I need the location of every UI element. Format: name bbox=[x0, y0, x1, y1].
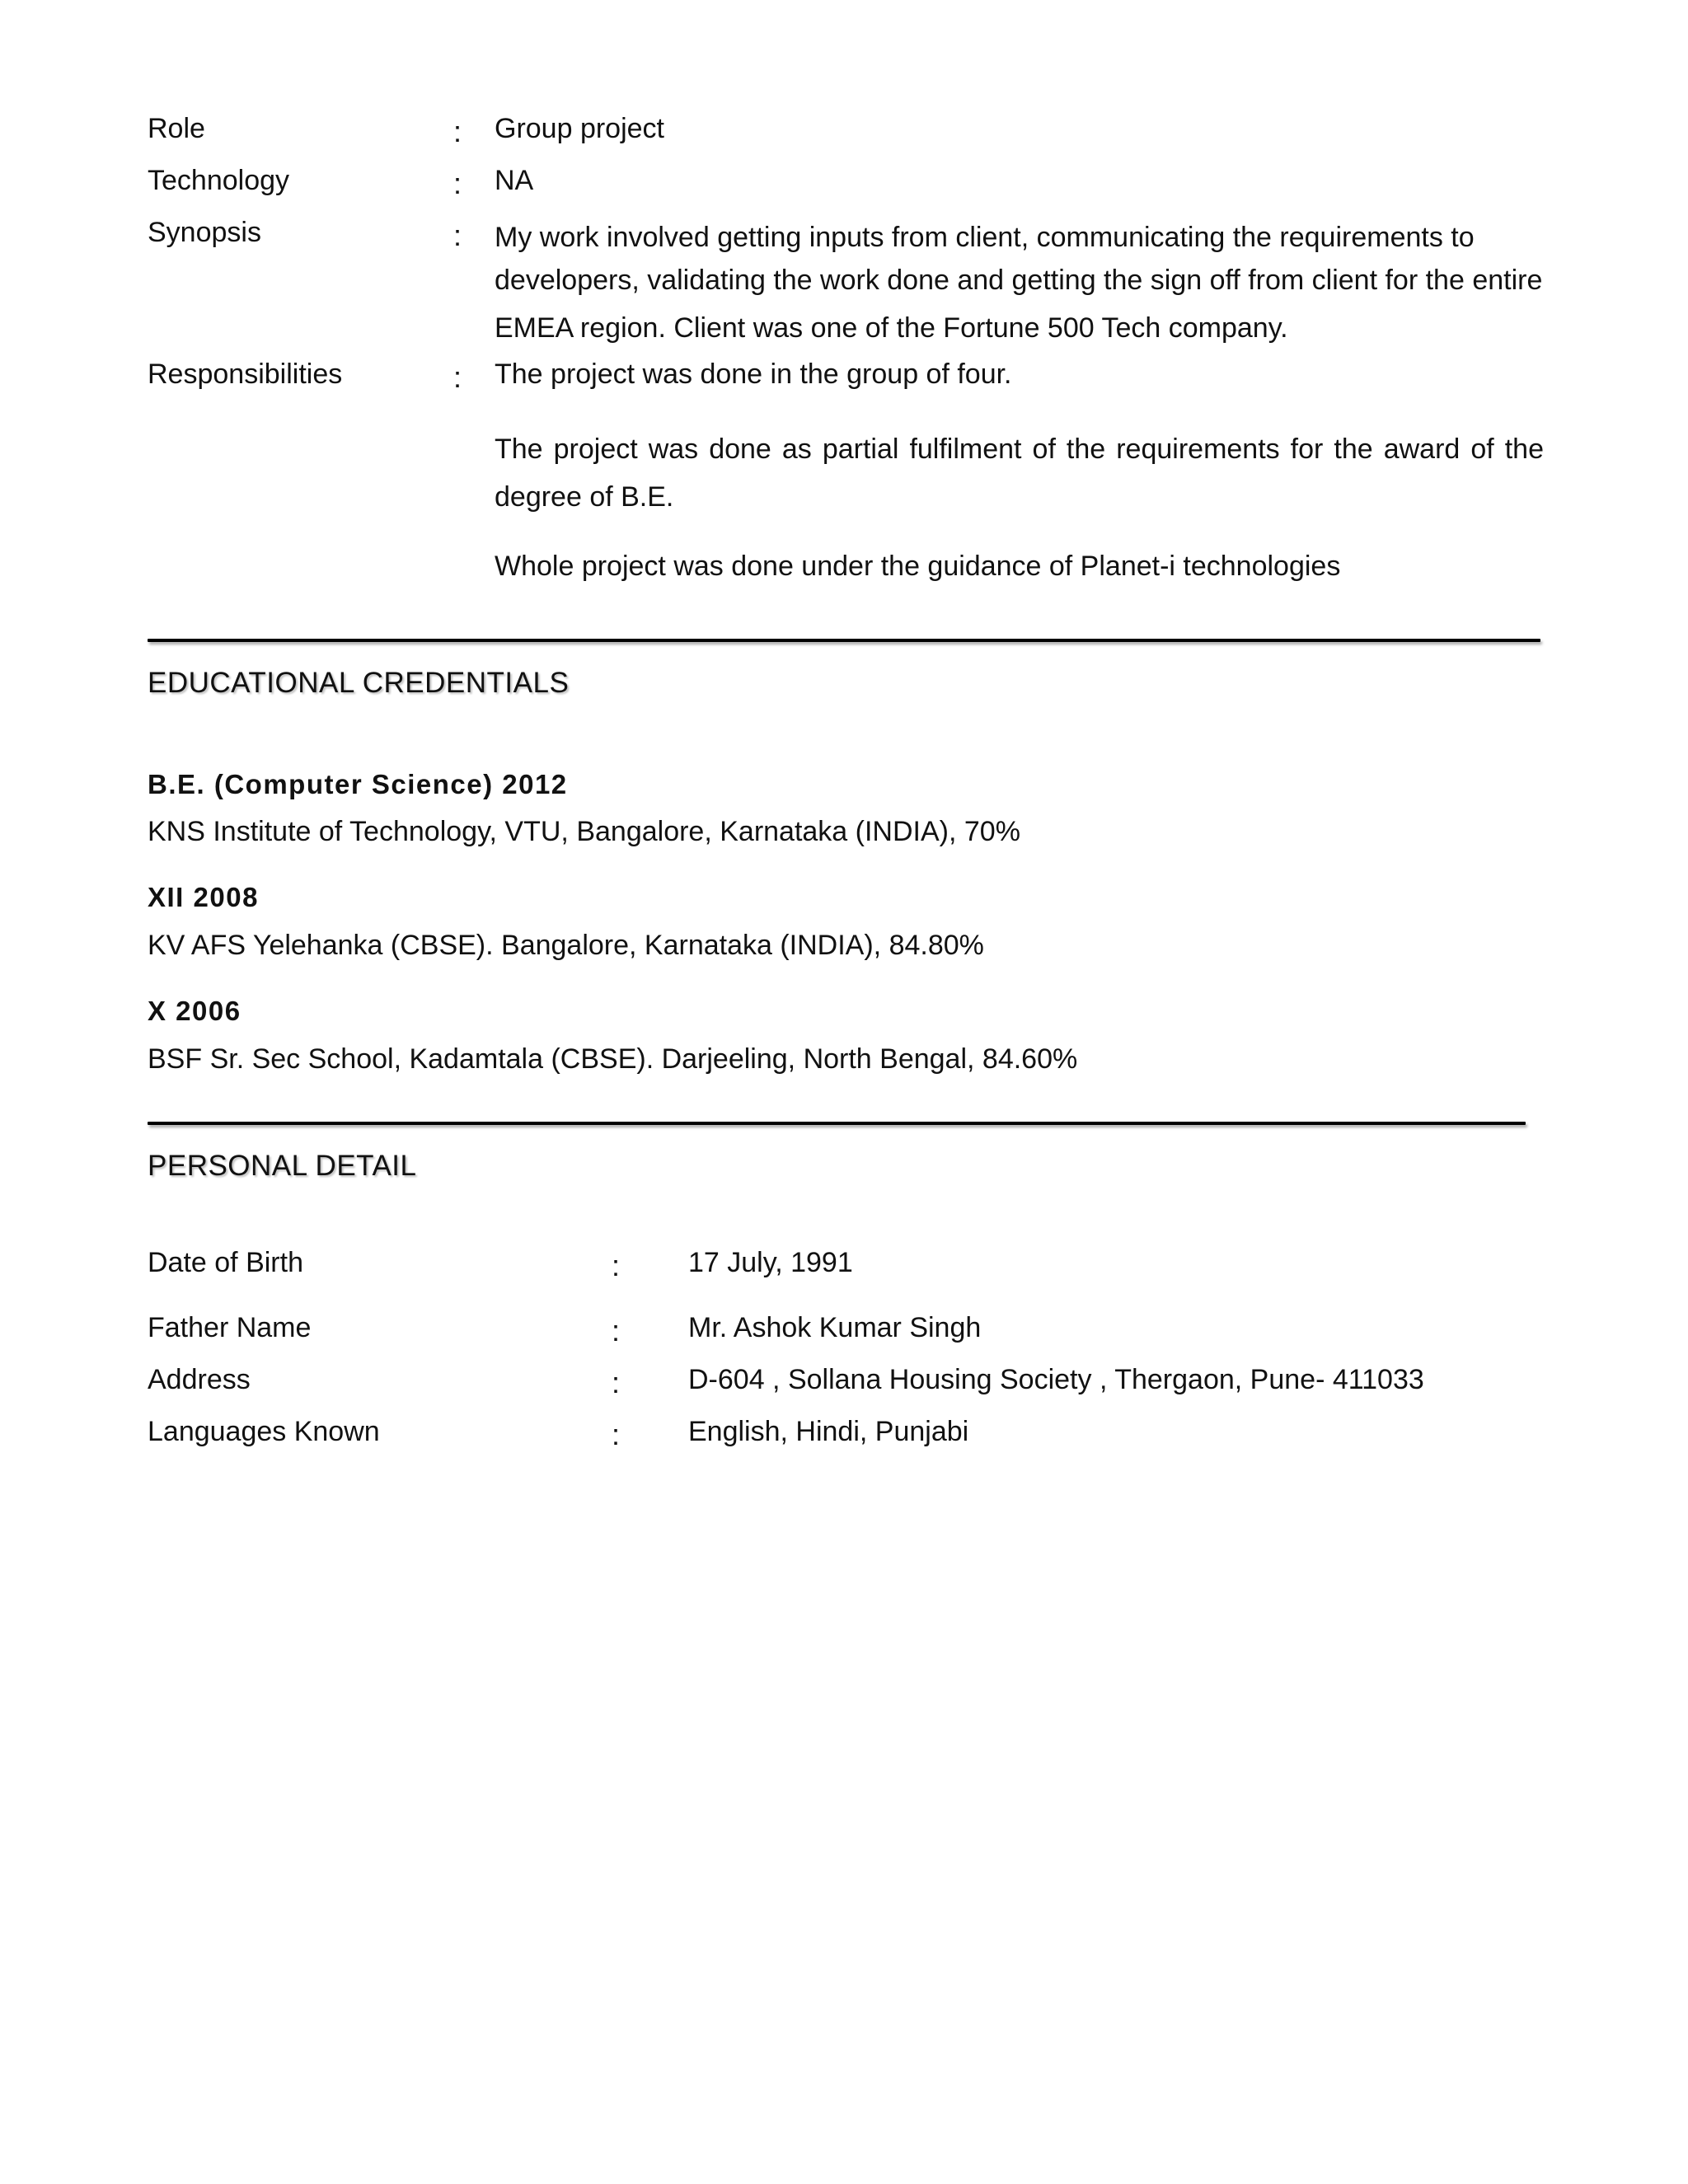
section-divider bbox=[148, 639, 1540, 642]
row-value: English, Hindi, Punjabi bbox=[688, 1416, 969, 1447]
degree-detail: KV AFS Yelehanka (CBSE). Bangalore, Karnataka (INDIA), 84.80% bbox=[148, 930, 984, 961]
row-value: Mr. Ashok Kumar Singh bbox=[688, 1312, 982, 1343]
responsibilities-paragraph: Whole project was done under the guidance of Planet-i technologies bbox=[495, 551, 1341, 582]
row-colon: : bbox=[612, 1249, 621, 1282]
row-colon: : bbox=[453, 166, 462, 200]
synopsis-line: EMEA region. Client was one of the Fortune 500 Tech company. bbox=[495, 312, 1288, 344]
responsibilities-paragraph: The project was done as partial fulfilment of the requirements for the award of the degree of B.E. bbox=[495, 434, 1544, 513]
row-value: NA bbox=[495, 165, 534, 196]
row-colon: : bbox=[612, 1366, 621, 1399]
personal-row-languages bbox=[148, 1413, 1549, 1451]
row-label: Languages Known bbox=[148, 1416, 380, 1447]
row-value: D-604 , Sollana Housing Society , Thergaon, Pune- 411033 bbox=[688, 1364, 1424, 1395]
row-value: 17 July, 1991 bbox=[688, 1247, 853, 1278]
row-value: Group project bbox=[495, 113, 664, 144]
row-colon: : bbox=[612, 1418, 621, 1451]
degree-detail: BSF Sr. Sec School, Kadamtala (CBSE). Darjeeling, North Bengal, 84.60% bbox=[148, 1043, 1078, 1075]
synopsis-text bbox=[495, 213, 1544, 344]
education-heading: EDUCATIONAL CREDENTIALS bbox=[148, 667, 570, 699]
row-label: Synopsis bbox=[148, 217, 261, 248]
personal-row-dob bbox=[148, 1244, 1549, 1282]
degree-title: B.E. (Computer Science) 2012 bbox=[148, 769, 568, 799]
personal-heading: PERSONAL DETAIL bbox=[148, 1150, 417, 1182]
row-label: Responsibilities bbox=[148, 359, 343, 390]
project-row-role bbox=[148, 110, 1549, 148]
personal-row-father-name bbox=[148, 1309, 1549, 1347]
row-label: Address bbox=[148, 1364, 251, 1395]
project-row-responsibilities bbox=[148, 355, 1549, 393]
project-row-technology bbox=[148, 162, 1549, 199]
personal-row-address bbox=[148, 1361, 1549, 1399]
row-colon: : bbox=[453, 115, 462, 148]
row-label: Date of Birth bbox=[148, 1247, 303, 1278]
row-colon: : bbox=[453, 218, 462, 252]
section-divider bbox=[148, 1122, 1526, 1125]
degree-title: X 2006 bbox=[148, 996, 241, 1026]
row-label: Father Name bbox=[148, 1312, 312, 1343]
row-colon: : bbox=[453, 360, 462, 394]
row-label: Technology bbox=[148, 165, 290, 196]
synopsis-line: My work involved getting inputs from client, communicating the requirements to bbox=[495, 222, 1475, 253]
row-colon: : bbox=[612, 1314, 621, 1347]
degree-title: XII 2008 bbox=[148, 882, 259, 912]
row-label: Role bbox=[148, 113, 205, 144]
row-value: The project was done in the group of four. bbox=[495, 359, 1012, 390]
degree-detail: KNS Institute of Technology, VTU, Bangalore, Karnataka (INDIA), 70% bbox=[148, 816, 1020, 847]
synopsis-line: developers, validating the work done and getting the sign off from client for the entire bbox=[495, 265, 1543, 296]
